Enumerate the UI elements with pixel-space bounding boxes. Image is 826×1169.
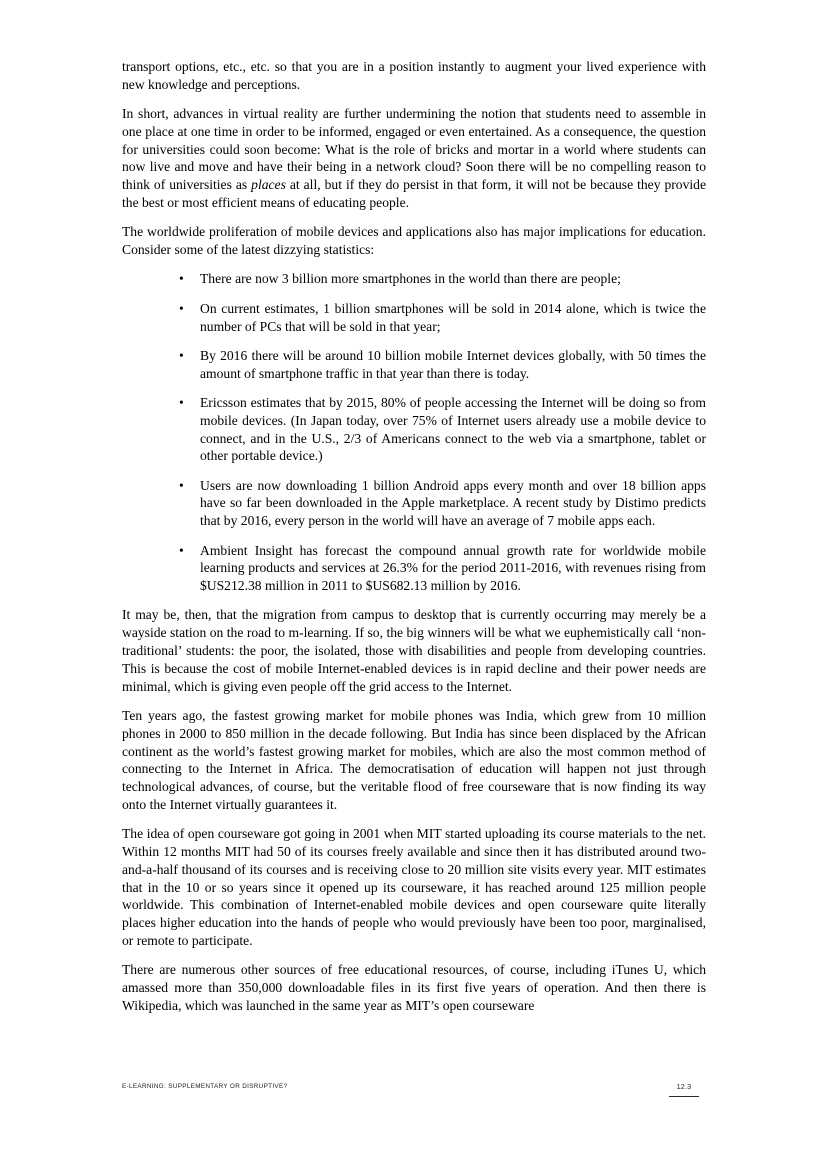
page-text-column <box>122 58 706 1015</box>
emphasis-places: places <box>251 177 286 193</box>
list-item-text: By 2016 there will be around 10 billion mobile Internet devices globally, with 50 times the amount of smartphone traffic in that year than there is today. <box>200 347 706 381</box>
paragraph-virtual-reality <box>122 105 706 212</box>
bullet-icon: • <box>179 477 184 493</box>
paragraph-other-free-sources: There are numerous other sources of free educational resources, of course, including iTunes U, which amassed more than 350,000 downloadable files in its first five years of operation. And then there is Wikipedia, which was launched in the same year as MIT’s open courseware <box>122 962 706 1013</box>
statistics-bullet-list <box>122 270 706 594</box>
footer-running-head: E-LEARNING: SUPPLEMENTARY OR DISRUPTIVE? <box>122 1083 288 1090</box>
list-item <box>122 270 706 288</box>
list-item <box>122 542 706 595</box>
bullet-icon: • <box>179 347 184 363</box>
paragraph-migration-m-learning: It may be, then, that the migration from campus to desktop that is currently occurring may merely be a wayside station on the road to m-learning. If so, the big winners will be what we euphemistically call ‘non-traditional’ students: the poor, the isolated, those with disabilities and people from developing countries. This is because the cost of mobile Internet-enabled devices is in rapid decline and their power needs are minimal, which is giving even people off the grid access to the Internet. <box>122 607 706 694</box>
list-item <box>122 477 706 530</box>
page-number-block <box>662 1082 706 1097</box>
footer-divider <box>669 1096 699 1097</box>
list-item-text: Users are now downloading 1 billion Android apps every month and over 18 billion apps have so far been downloaded in the Apple marketplace. A recent study by Distimo predicts that by 2016, every person in the world will have an average of 7 mobile apps each. <box>200 477 706 529</box>
paragraph-open-courseware: The idea of open courseware got going in 2001 when MIT started uploading its course materials to the net. Within 12 months MIT had 50 of its courses freely available and since then it has distributed around two-and-a-half thousand of its courses and is receiving close to 20 million site visits every year. MIT estimates that in the 10 or so years since it opened up its courseware, it has reached around 125 million people worldwide. This combination of Internet-enabled mobile devices and open courseware quite literally places higher education into the hands of people who would previously have been too poor, marginalised, or remote to participate. <box>122 826 706 948</box>
list-item <box>122 300 706 336</box>
bullet-icon: • <box>179 300 184 316</box>
paragraph-transport-options: transport options, etc., etc. so that you are in a position instantly to augment your lived experience with new knowledge and perceptions. <box>122 59 706 92</box>
list-item-text: Ambient Insight has forecast the compound annual growth rate for worldwide mobile learning products and services at 26.3% for the period 2011-2016, with revenues rising from $US212.38 million in 2011 to $US682.13 million by 2016. <box>200 542 706 594</box>
list-item-text: On current estimates, 1 billion smartphones will be sold in 2014 alone, which is twice the number of PCs that will be sold in that year; <box>200 300 706 334</box>
bullet-icon: • <box>179 394 184 410</box>
paragraph-india-africa: Ten years ago, the fastest growing market for mobile phones was India, which grew from 10 million phones in 2000 to 850 million in the decade following. But India has since been displaced by the African continent as the world’s fastest growing market for mobiles, which are also the most common method of connecting to the Internet in Africa. The democratisation of education will happen not just through technological advances, of course, but the veritable flood of free courseware that is now finding its way onto the Internet virtually guarantees it. <box>122 707 706 812</box>
page-footer <box>122 1083 706 1113</box>
list-item <box>122 394 706 465</box>
list-item-text: Ericsson estimates that by 2015, 80% of people accessing the Internet will be doing so from mobile devices. (In Japan today, over 75% of Internet users already use a mobile device to connect, and in the U.S., 2/3 of Americans connect to the web via a smartphone, tablet or other portable device.) <box>200 394 706 464</box>
list-item-text: There are now 3 billion more smartphones in the world than there are people; <box>200 271 621 287</box>
paragraph-virtual-reality-part2: at all, but if they do persist in that form, it will not be because they provide the best or most efficient means of educating people. <box>122 177 706 211</box>
paragraph-virtual-reality-part1: In short, advances in virtual reality are further undermining the notion that students need to assemble in one place at one time in order to be informed, engaged or even entertained. As a consequence, the question for universities could soon become: What is the role of bricks and mortar in a world where students can now live and move and have their being in a network cloud? Soon there will be no compelling reason to think of universities as <box>122 106 706 193</box>
list-item <box>122 347 706 383</box>
bullet-icon: • <box>179 271 184 287</box>
paragraph-mobile-proliferation: The worldwide proliferation of mobile devices and applications also has major implications for education. Consider some of the latest dizzying statistics: <box>122 224 706 258</box>
bullet-icon: • <box>179 542 184 558</box>
page-number: 12.3 <box>676 1082 692 1091</box>
